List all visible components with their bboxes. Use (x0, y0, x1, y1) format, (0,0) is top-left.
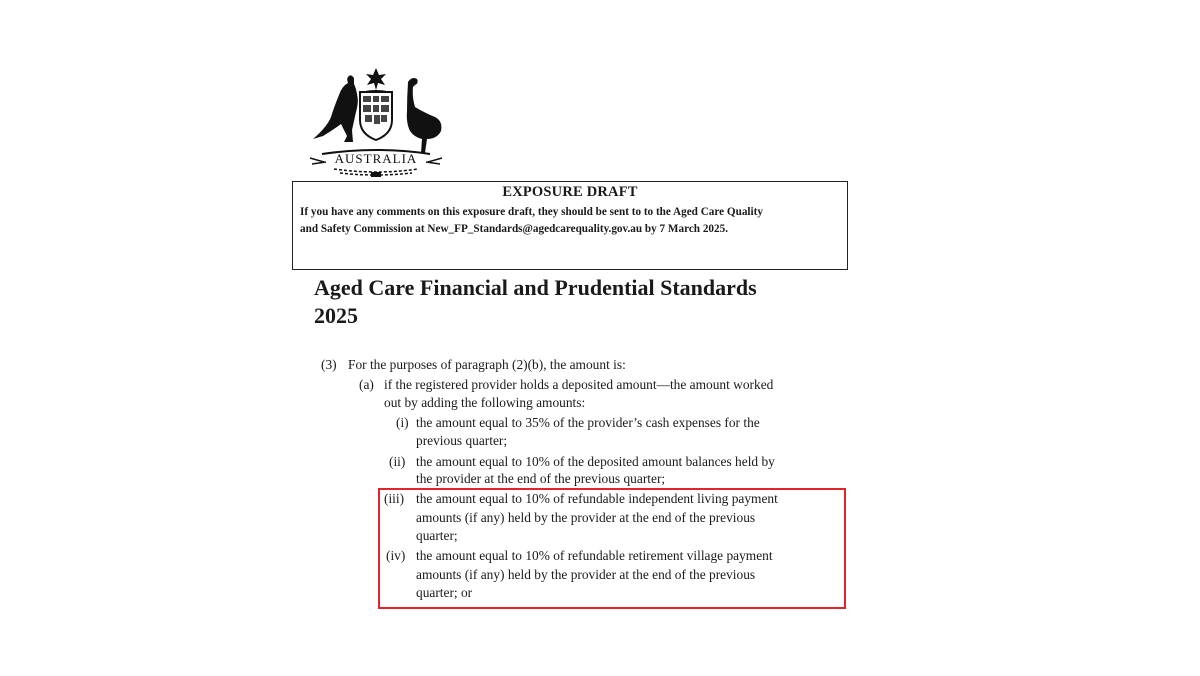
crest-label: AUSTRALIA (334, 151, 418, 166)
subparagraph-line: quarter; or (416, 585, 473, 600)
document-title-line-1: Aged Care Financial and Prudential Standards (314, 275, 757, 300)
highlight-box (378, 488, 846, 609)
subparagraph-line: the amount equal to 10% of the deposited amount balances held by (416, 454, 775, 469)
paragraph-line: if the registered provider holds a deposited amount—the amount worked (384, 377, 774, 392)
subsection-number: (3) (321, 357, 337, 372)
document-title-line-2: 2025 (314, 303, 358, 328)
subparagraph-line: the provider at the end of the previous quarter; (416, 471, 666, 486)
subparagraph-line: the amount equal to 10% of refundable retirement village payment (416, 548, 773, 563)
subparagraph-number: (iii) (384, 491, 405, 506)
subparagraph-number: (i) (396, 415, 409, 430)
exposure-draft-title: EXPOSURE DRAFT (502, 184, 638, 200)
subparagraph-line: previous quarter; (416, 433, 508, 448)
subparagraph-line: quarter; (416, 528, 458, 543)
subparagraph-number: (ii) (389, 454, 406, 469)
subsection-text: For the purposes of paragraph (2)(b), the amount is: (348, 357, 626, 372)
exposure-draft-notice (300, 204, 841, 238)
exposure-draft-box (292, 181, 848, 270)
exposure-draft-line-1: If you have any comments on this exposure draft, they should be sent to to the Aged Care Quality (300, 206, 763, 218)
document-title (314, 274, 834, 330)
coat-of-arms-icon (296, 66, 456, 186)
subparagraph-line: amounts (if any) held by the provider at the end of the previous (416, 567, 756, 582)
subparagraph-line: amounts (if any) held by the provider at the end of the previous (416, 510, 756, 525)
exposure-draft-line-2: and Safety Commission at New_FP_Standards@agedcarequality.gov.au by 7 March 2025. (300, 223, 728, 235)
paragraph-number: (a) (359, 377, 374, 392)
subparagraph-number: (iv) (386, 548, 406, 563)
paragraph-line: out by adding the following amounts: (384, 395, 586, 410)
subparagraph-line: the amount equal to 35% of the provider’s cash expenses for the (416, 415, 760, 430)
subparagraph-line: the amount equal to 10% of refundable independent living payment (416, 491, 778, 506)
